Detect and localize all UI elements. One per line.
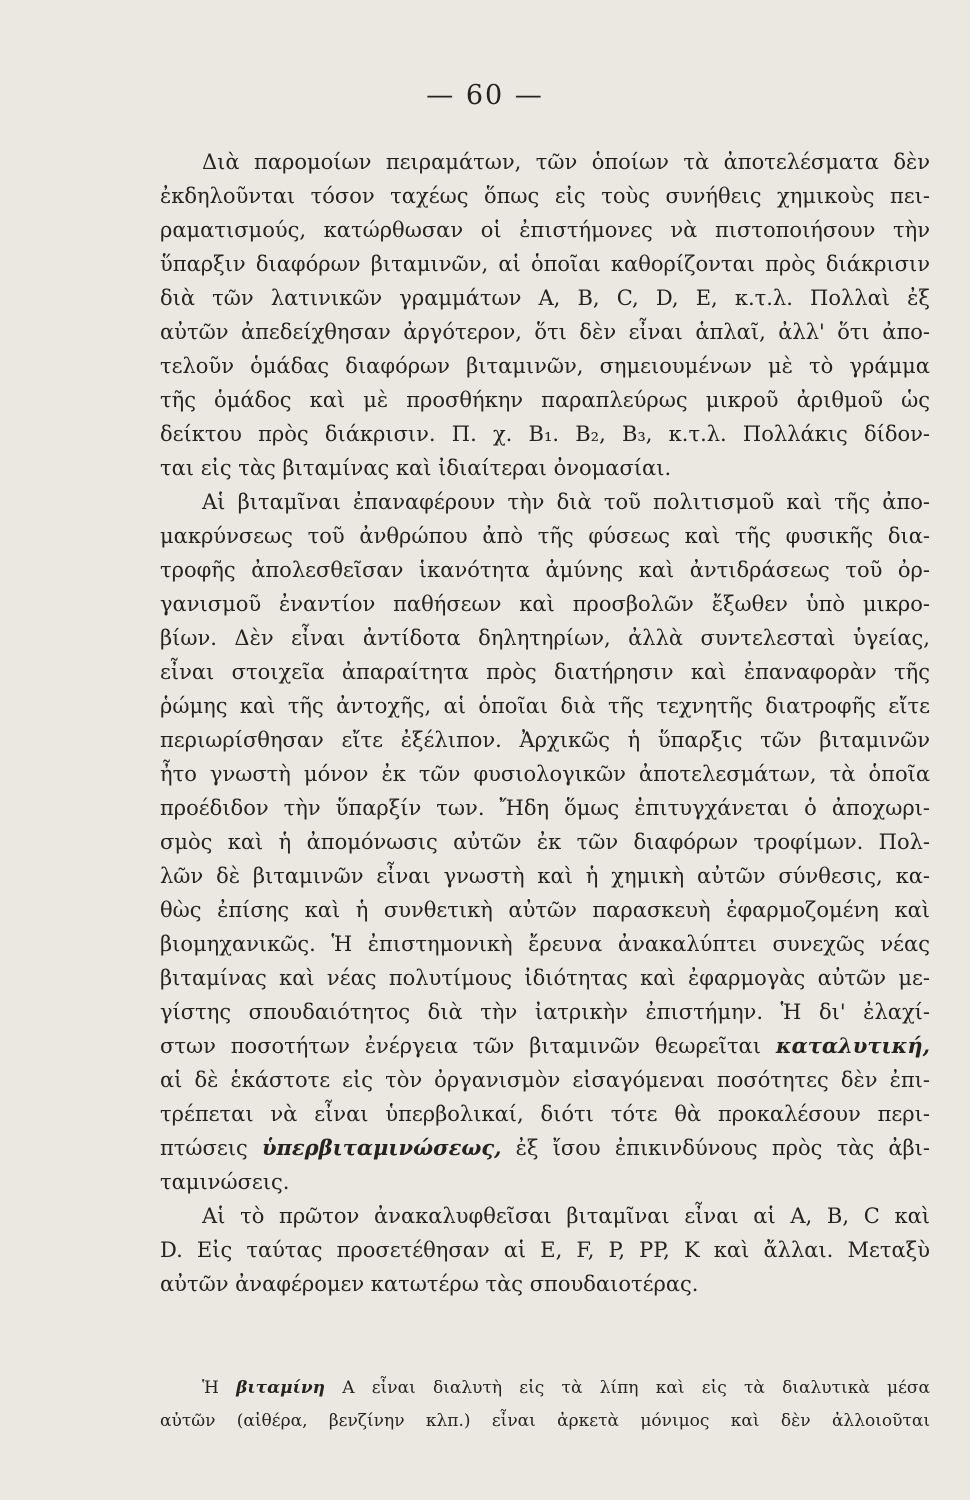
text-line: Διὰ παρομοίων πειραμάτων, τῶν ὁποίων τὰ ἀποτελέσματα δὲν (202, 150, 930, 174)
text-line: λῶν δὲ βιταμινῶν εἶναι γνωστὴ καὶ ἡ χημικὴ αὐτῶν σύνθεσις, κα- (160, 864, 930, 888)
text-run: στων ποσοτήτων ἐνέργεια τῶν βιταμινῶν θεωρεῖται (160, 1034, 776, 1058)
text-line: αἱ δὲ ἑκάστοτε εἰς τὸν ὀργανισμὸν εἰσαγόμεναι ποσότητες δὲν ἐπι- (160, 1068, 930, 1092)
main-text (160, 145, 930, 1301)
emphasized-term: καταλυτική, (775, 1033, 930, 1058)
text-line: ραματισμούς, κατώρθωσαν οἱ ἐπιστήμονες νὰ πιστοποιήσουν τὴν (160, 218, 930, 242)
text-line: γανισμοῦ ἐναντίον παθήσεων καὶ προσβολῶν ἔξωθεν ὑπὸ μικρο- (160, 592, 930, 616)
text-line: ἐκδηλοῦνται τόσον ταχέως ὅπως εἰς τοὺς συνήθεις χημικοὺς πει- (160, 184, 930, 208)
text-line: τελοῦν ὁμάδας διαφόρων βιταμινῶν, σημειουμένων μὲ τὸ γράμμα (160, 354, 930, 378)
text-line: σμὸς καὶ ἡ ἀπομόνωσις αὐτῶν ἐκ τῶν διαφόρων τροφίμων. Πολ- (160, 830, 930, 854)
text-line: εἶναι στοιχεῖα ἀπαραίτητα πρὸς διατήρησιν καὶ ἐπαναφορὰν τῆς (160, 660, 930, 684)
text-line: γίστης σπουδαιότητος διὰ τὴν ἰατρικὴν ἐπιστήμην. Ἡ δι' ἐλαχί- (160, 1000, 930, 1024)
text-line (160, 1131, 930, 1165)
text-line: περιωρίσθησαν εἴτε ἐξέλιπον. Ἀρχικῶς ἡ ὕπαρξις τῶν βιταμινῶν (160, 728, 930, 752)
text-line: προέδιδον τὴν ὕπαρξίν των. Ἤδη ὅμως ἐπιτυγχάνεται ὁ ἀποχωρι- (160, 796, 930, 820)
footnote-line (160, 1372, 930, 1405)
text-line: ται εἰς τὰς βιταμίνας καὶ ἰδιαίτεραι ὀνομασίαι. (160, 456, 672, 480)
text-line: βιταμίνας καὶ νέας πολυτίμους ἰδιότητας καὶ ἐφαρμογὰς αὐτῶν με- (160, 966, 930, 990)
text-line: ὕπαρξιν διαφόρων βιταμινῶν, αἱ ὁποῖαι καθορίζονται πρὸς διάκρισιν (160, 252, 930, 276)
text-line: αὐτῶν ἀναφέρομεν κατωτέρω τὰς σπουδαιοτέρας. (160, 1272, 699, 1296)
text-run: A εἶναι διαλυτὴ εἰς τὰ λίπη καὶ εἰς τὰ διαλυτικὰ μέσα (325, 1378, 930, 1398)
page-number: — 60 — (426, 80, 544, 111)
text-line: τρέπεται νὰ εἶναι ὑπερβολικαί, διότι τότε θὰ προκαλέσουν περι- (160, 1102, 930, 1126)
footnote-line: αὐτῶν (αἰθέρα, βενζίνην κλπ.) εἶναι ἀρκετὰ μόνιμος καὶ δὲν ἀλλοιοῦται (160, 1411, 930, 1431)
text-line: θὼς ἐπίσης καὶ ἡ συνθετικὴ αὐτῶν παρασκευὴ ἐφαρμοζομένη καὶ (160, 898, 930, 922)
text-line: βίων. Δὲν εἶναι ἀντίδοτα δηλητηρίων, ἀλλὰ συντελεσταὶ ὑγείας, (160, 626, 930, 650)
text-line: διὰ τῶν λατινικῶν γραμμάτων A, B, C, D, E, κ.τ.λ. Πολλαὶ ἐξ (160, 286, 930, 310)
emphasized-term: βιταμίνη (236, 1378, 325, 1398)
text-line: μακρύνσεως τοῦ ἀνθρώπου ἀπὸ τῆς φύσεως καὶ τῆς φυσικῆς δια- (160, 524, 930, 548)
text-line: τροφῆς ἀπολεσθεῖσαν ἱκανότητα ἀμύνης καὶ ἀντιδράσεως τοῦ ὀρ- (160, 558, 930, 582)
text-run: πτώσεις (160, 1136, 262, 1160)
text-line: τῆς ὁμάδος καὶ μὲ προσθήκην παραπλεύρως μικροῦ ἀριθμοῦ ὡς (160, 388, 930, 412)
footnote (160, 1372, 930, 1438)
text-line: αὐτῶν ἀπεδείχθησαν ἀργότερον, ὅτι δὲν εἶναι ἁπλαῖ, ἀλλ' ὅτι ἀπο- (160, 320, 930, 344)
text-line: βιομηχανικῶς. Ἡ ἐπιστημονικὴ ἔρευνα ἀνακαλύπτει συνεχῶς νέας (160, 932, 930, 956)
text-line: ἦτο γνωστὴ μόνον ἐκ τῶν φυσιολογικῶν ἀποτελεσμάτων, τὰ ὁποῖα (160, 762, 930, 786)
text-line: Αἱ τὸ πρῶτον ἀνακαλυφθεῖσαι βιταμῖναι εἶναι αἱ A, B, C καὶ (202, 1204, 930, 1228)
text-run: ἐξ ἴσου ἐπικινδύνους πρὸς τὰς ἀβι- (501, 1136, 930, 1160)
text-line: Αἱ βιταμῖναι ἐπαναφέρουν τὴν διὰ τοῦ πολιτισμοῦ καὶ τῆς ἀπο- (202, 490, 930, 514)
text-line: ῥώμης καὶ τῆς ἀντοχῆς, αἱ ὁποῖαι διὰ τῆς τεχνητῆς διατροφῆς εἴτε (160, 694, 930, 718)
text-line (160, 1029, 930, 1063)
text-line: ταμινώσεις. (160, 1170, 290, 1194)
emphasized-term: ὑπερβιταμινώσεως, (261, 1135, 502, 1160)
text-run: Ἡ (202, 1378, 237, 1398)
text-line: δείκτου πρὸς διάκρισιν. Π. χ. B₁. B₂, B₃, κ.τ.λ. Πολλάκις δίδον- (160, 422, 930, 446)
text-line: D. Εἰς ταύτας προσετέθησαν αἱ E, F, P, PP, K καὶ ἄλλαι. Μεταξὺ (160, 1238, 930, 1262)
